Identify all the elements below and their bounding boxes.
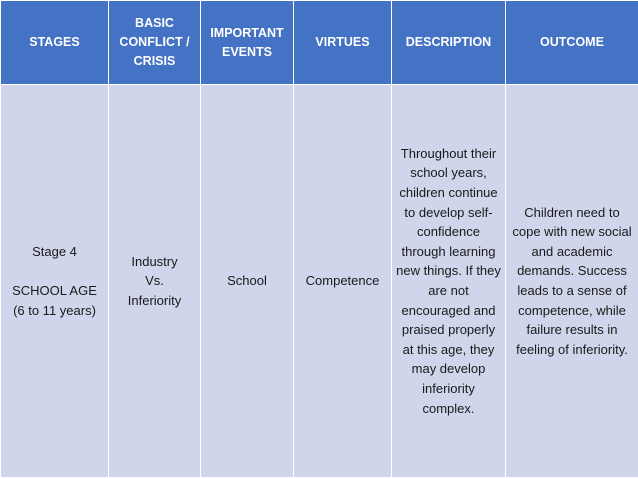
cell-events: School [201, 85, 294, 478]
cell-conflict: Industry Vs. Inferiority [109, 85, 201, 478]
header-outcome: OUTCOME [506, 1, 638, 85]
header-stages: STAGES [1, 1, 109, 85]
table-row [1, 85, 638, 478]
header-description: DESCRIPTION [392, 1, 506, 85]
header-events: IMPORTANT EVENTS [201, 1, 294, 85]
cell-stage: Stage 4 SCHOOL AGE (6 to 11 years) [1, 85, 109, 478]
header-virtues: VIRTUES [294, 1, 392, 85]
cell-description: Throughout their school years, children continue to develop self-confidence through learning new things. If they are not encouraged and praised properly at this age, they may develop inferiority complex. [392, 85, 506, 478]
cell-virtues: Competence [294, 85, 392, 478]
header-row [1, 1, 638, 85]
header-conflict: BASIC CONFLICT / CRISIS [109, 1, 201, 85]
cell-outcome: Children need to cope with new social and academic demands. Success leads to a sense of competence, while failure results in feeling of inferiority. [506, 85, 638, 478]
